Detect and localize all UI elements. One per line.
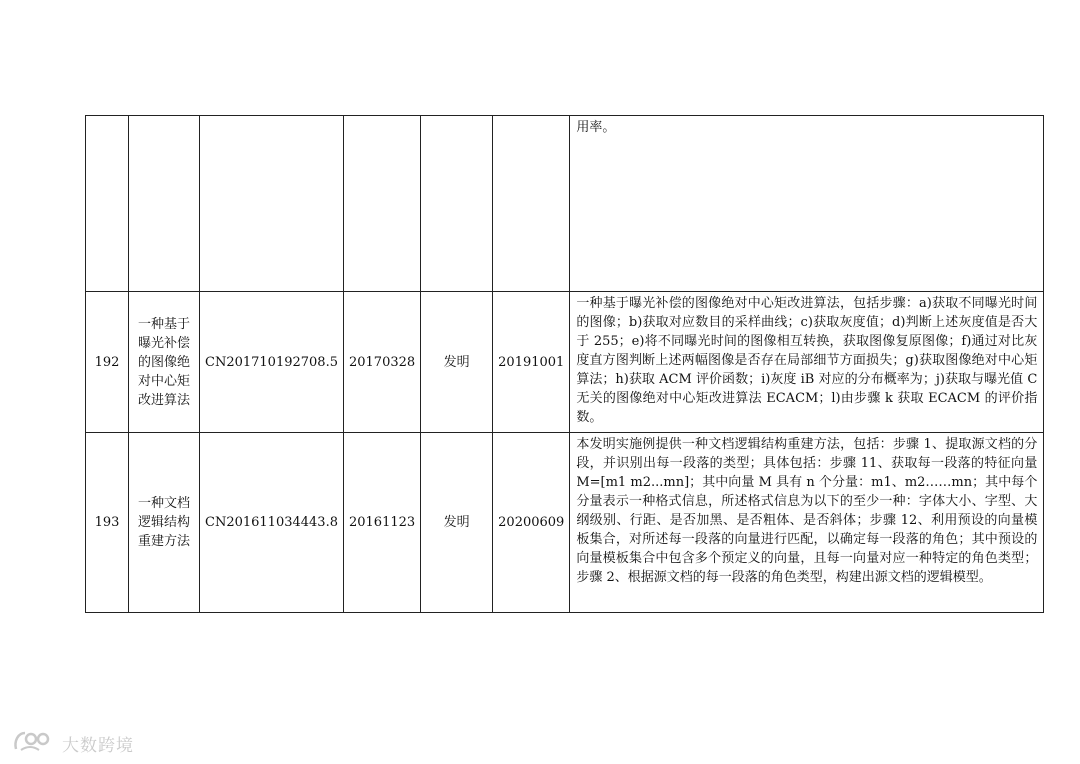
patent-table — [85, 115, 1044, 613]
abstract-cell: 一种基于曝光补偿的图像绝对中心矩改进算法，包括步骤：a)获取不同曝光时间的图像；b)获取对应数目的采样曲线；c)获取灰度值；d)判断上述灰度值是否大于 255；e)将不同曝光时间的图像相互转换，获取图像复原图像；f)通过对比灰度直方图判断上述两幅图像是否存在局部细节方面损失；g)获取图像绝对中心矩算法；h)获取 ACM 评价函数；i)灰度 iB 对应的分布概率为；j)获取与曝光值 C 无关的图像绝对中心矩改进算法 ECACM；l)由步骤 k 获取 ECACM 的评价指数。 — [570, 292, 1044, 433]
patent-title-cell — [129, 116, 200, 292]
grant-date-cell: 20200609 — [493, 433, 570, 613]
grant-date-cell — [493, 116, 570, 292]
table-row — [86, 433, 1044, 613]
application-date-cell: 20161123 — [343, 433, 420, 613]
application-date-cell — [343, 116, 420, 292]
application-number-cell: CN201611034443.8 — [200, 433, 344, 613]
patent-type-cell — [421, 116, 493, 292]
grant-date-cell: 20191001 — [493, 292, 570, 433]
table-row — [86, 292, 1044, 433]
abstract-cell: 用率。 — [570, 116, 1044, 292]
watermark — [12, 729, 134, 758]
application-number-cell: CN201710192708.5 — [200, 292, 344, 433]
abstract-cell: 本发明实施例提供一种文档逻辑结构重建方法，包括：步骤 1、提取源文档的分段，并识别出每一段落的类型；具体包括：步骤 11、获取每一段落的特征向量 M=[m1 m2...mn]；其中向量 M 具有 n 个分量：m1、m2……mn；其中每个分量表示一种格式信息，所述格式信息为以下的至少一种：字体大小、字型、大纲级别、行距、是否加黑、是否粗体、是否斜体；步骤 12、利用预设的向量模板集合，对所述每一段落的向量进行匹配，以确定每一段落的角色；其中预设的向量模板集合中包含多个预定义的向量，且每一向量对应一种特定的角色类型；步骤 2、根据源文档的每一段落的角色类型，构建出源文档的逻辑模型。 — [570, 433, 1044, 613]
watermark-text: 大数跨境 — [62, 736, 134, 756]
patent-title-cell: 一种文档逻辑结构重建方法 — [129, 433, 200, 613]
table-row — [86, 116, 1044, 292]
application-date-cell: 20170328 — [343, 292, 420, 433]
patent-type-cell: 发明 — [421, 292, 493, 433]
patent-title-cell: 一种基于曝光补偿的图像绝对中心矩改进算法 — [129, 292, 200, 433]
row-index-cell: 193 — [86, 433, 129, 613]
patent-type-cell: 发明 — [421, 433, 493, 613]
brand-logo-icon — [12, 729, 56, 758]
row-index-cell — [86, 116, 129, 292]
row-index-cell: 192 — [86, 292, 129, 433]
application-number-cell — [200, 116, 344, 292]
